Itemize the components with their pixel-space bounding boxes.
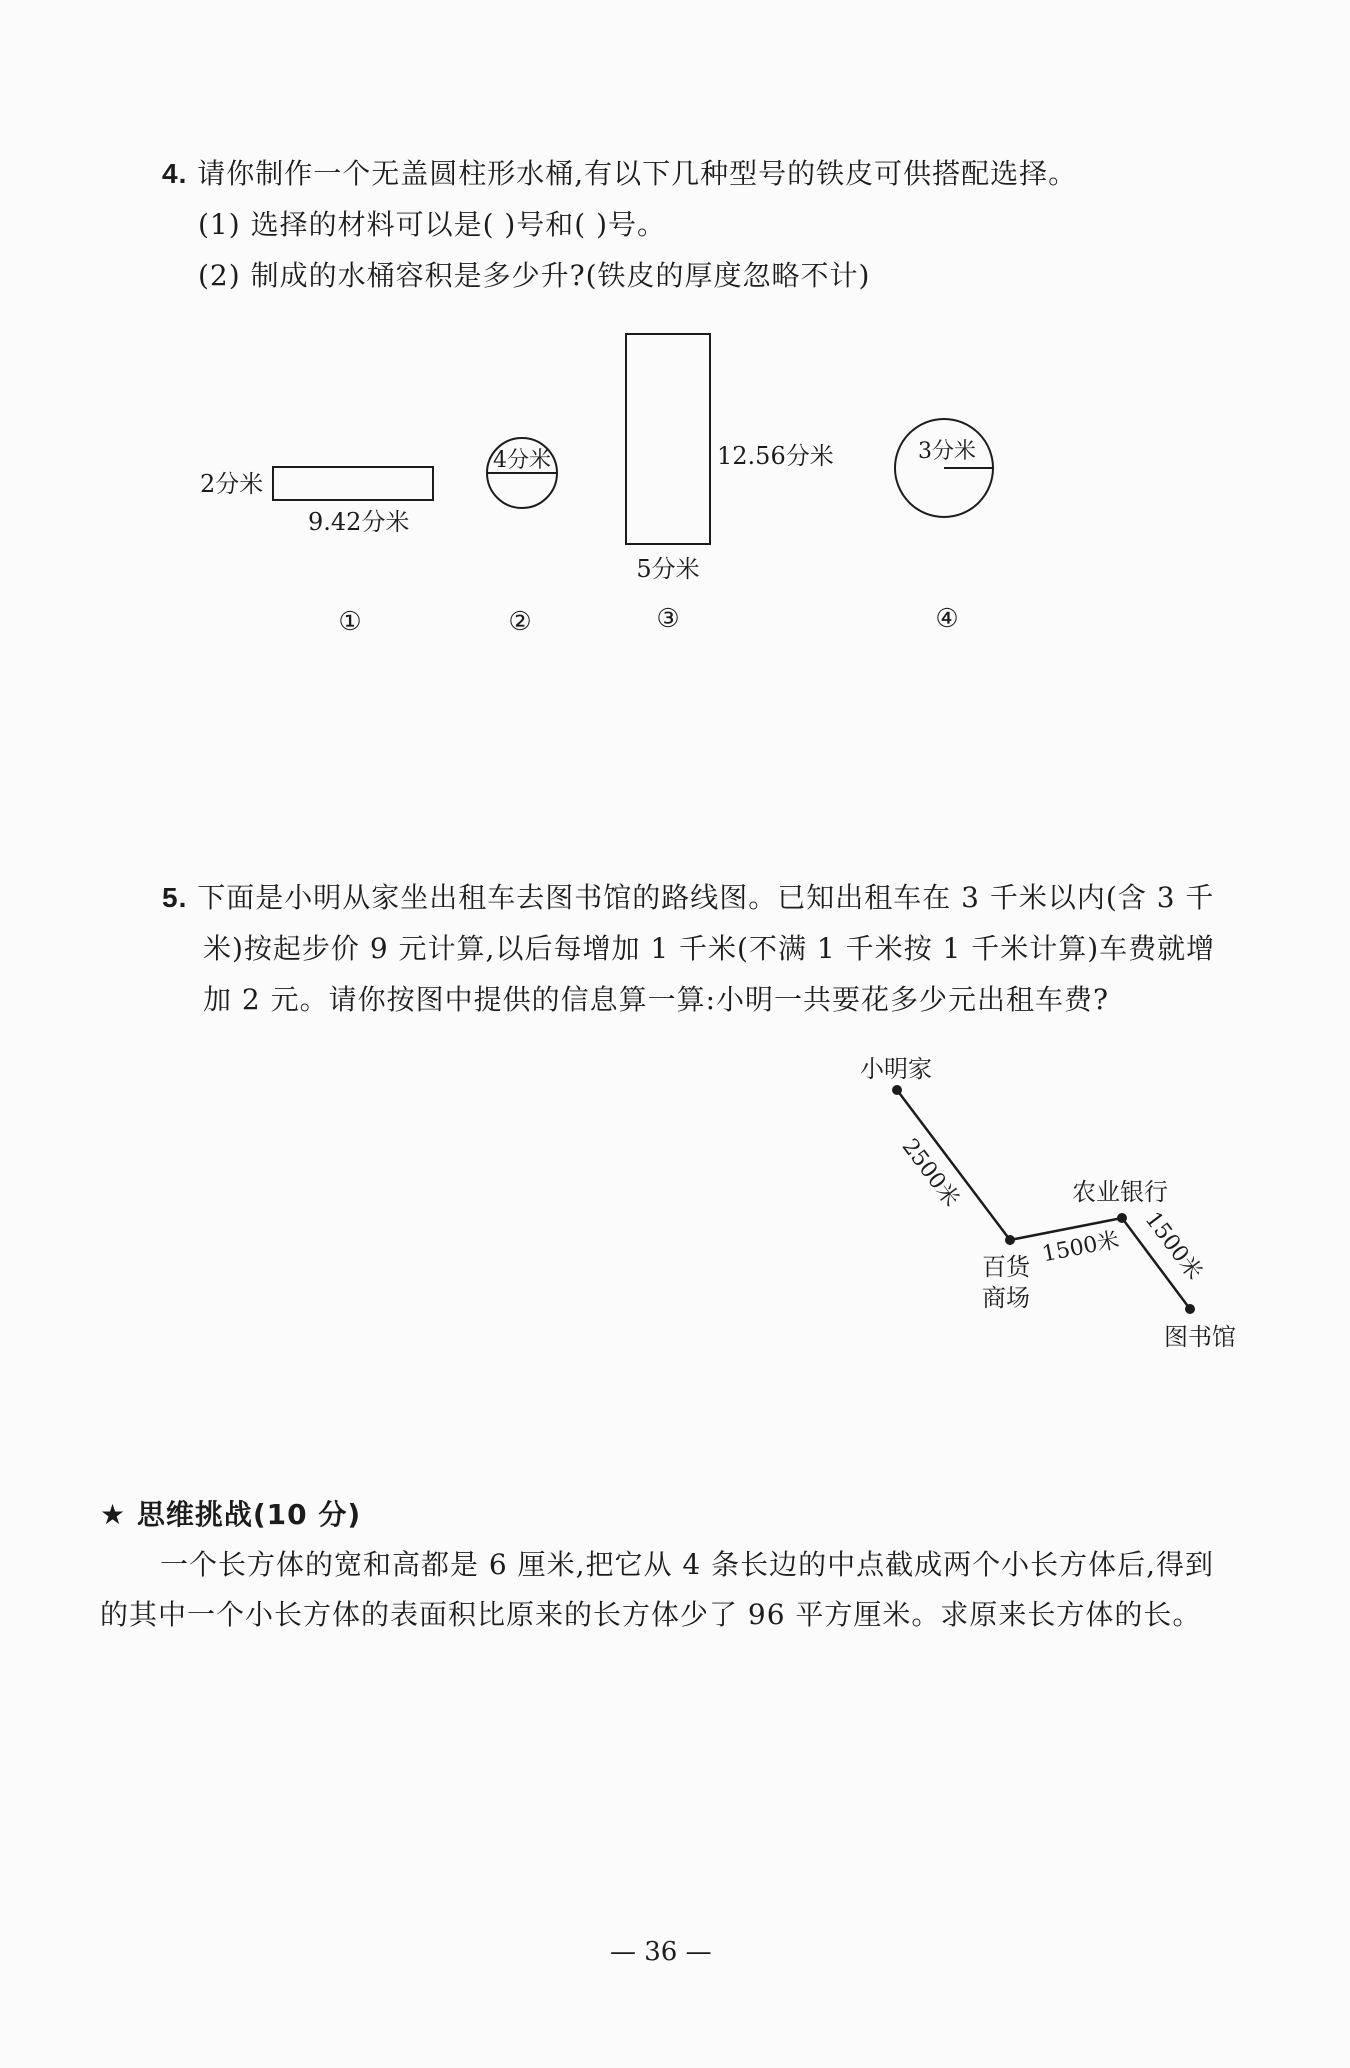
tag-3: ③ [656, 604, 680, 634]
home-label: 小明家 [860, 1055, 932, 1083]
bank-label: 农业银行 [1072, 1178, 1168, 1206]
circle-4-label: 3分米 [918, 439, 976, 464]
q5-line3: 加 2 元。请你按图中提供的信息算一算:小明一共要花多少元出租车费? [203, 983, 1110, 1016]
rect-1-width-label: 9.42分米 [308, 508, 410, 536]
bank-dot [1117, 1213, 1127, 1223]
q5-line2: 米)按起步价 9 元计算,以后每增加 1 千米(不满 1 千米按 1 千米计算)车费就增 [203, 932, 1216, 965]
q5-line1 [162, 878, 1214, 918]
mall-dot [1005, 1235, 1015, 1245]
rect-3-width-label: 5分米 [636, 555, 700, 583]
q5-number: 5. [162, 882, 188, 913]
tag-2: ② [508, 607, 532, 637]
distance-3-label: 1500米 [1139, 1207, 1207, 1285]
distance-1-label: 2500米 [896, 1134, 964, 1212]
rect-3-height-label: 12.56分米 [717, 442, 834, 470]
q5-line1-text: 下面是小明从家坐出租车去图书馆的路线图。已知出租车在 3 千米以内(含 3 千 [197, 881, 1215, 914]
library-dot [1185, 1304, 1195, 1314]
mall-label-line1: 百货 [982, 1253, 1030, 1281]
q4-number: 4. [162, 158, 188, 189]
tag-1: ① [338, 607, 362, 637]
home-dot [892, 1085, 902, 1095]
library-label: 图书馆 [1164, 1323, 1236, 1351]
tag-4: ④ [935, 604, 959, 634]
mall-label-line2: 商场 [982, 1284, 1030, 1312]
challenge-line2: 的其中一个小长方体的表面积比原来的长方体少了 96 平方厘米。求原来长方体的长。 [100, 1598, 1202, 1631]
rect-1 [273, 467, 433, 500]
challenge-line1: 一个长方体的宽和高都是 6 厘米,把它从 4 条长边的中点截成两个小长方体后,得到 [160, 1548, 1215, 1581]
rect-1-height-label: 2分米 [200, 470, 264, 498]
q4-stem-text: 请你制作一个无盖圆柱形水桶,有以下几种型号的铁皮可供搭配选择。 [197, 157, 1078, 190]
circle-2-label: 4分米 [493, 448, 551, 473]
challenge-heading: ★ 思维挑战(10 分) [100, 1498, 362, 1531]
distance-2-label: 1500米 [1040, 1227, 1122, 1268]
route-map [860, 1055, 1236, 1351]
q4-sub2: (2) 制成的水桶容积是多少升?(铁皮的厚度忽略不计) [198, 259, 871, 292]
rect-3 [626, 334, 710, 544]
page-number: — 36 — [610, 1937, 712, 1967]
q4-sub1: (1) 选择的材料可以是( )号和( )号。 [198, 208, 667, 241]
